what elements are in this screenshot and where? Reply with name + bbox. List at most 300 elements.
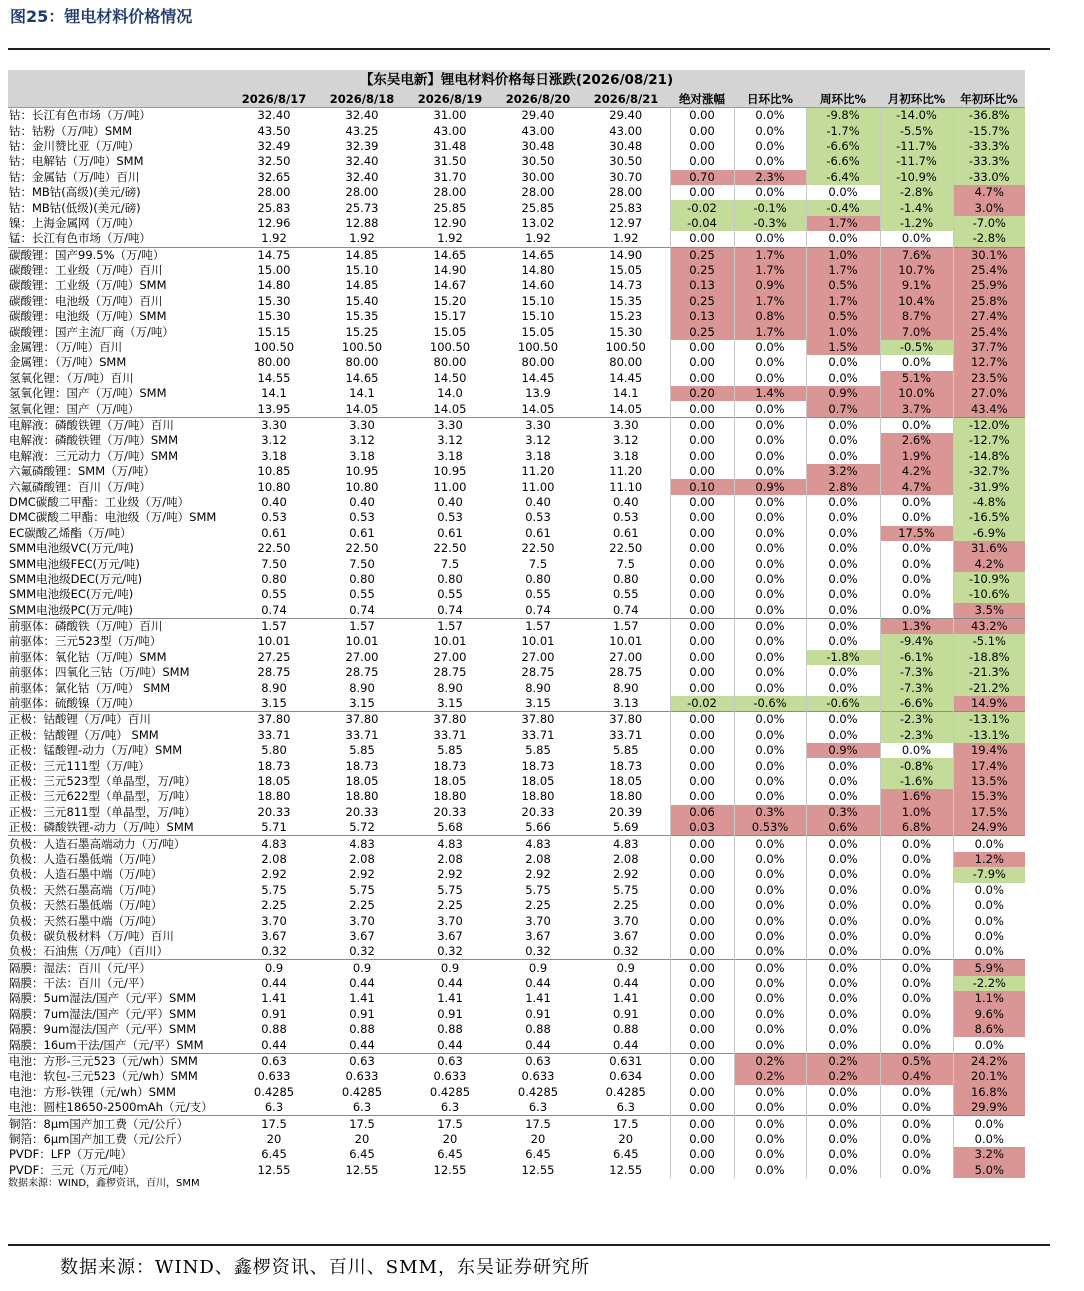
price-cell: 0.55 <box>437 587 463 602</box>
year-to-date-change-cell: 0.0% <box>953 913 1025 928</box>
daily-change-cell: 0.0% <box>734 510 806 525</box>
month-to-date-change-cell: -6.6% <box>880 696 953 712</box>
table-row <box>8 1022 1025 1037</box>
table-row <box>8 216 1025 231</box>
month-to-date-change-cell: -0.8% <box>880 758 953 773</box>
price-cell: 0.633 <box>257 1069 291 1084</box>
weekly-change-cell: 1.5% <box>806 340 880 355</box>
price-cell: 14.73 <box>609 278 643 293</box>
price-cell: 14.65 <box>406 247 494 263</box>
absolute-change-cell: 0.00 <box>670 944 734 960</box>
year-to-date-change-cell: 24.2% <box>953 1053 1025 1069</box>
daily-change-cell: 0.0% <box>734 852 806 867</box>
top-rule <box>8 48 1050 50</box>
table-row <box>8 867 1025 882</box>
year-to-date-change-cell: 13.5% <box>953 774 1025 789</box>
price-cell: 30.48 <box>521 138 555 153</box>
price-cell: 37.80 <box>318 712 406 728</box>
weekly-change-cell: 0.0% <box>806 526 880 541</box>
price-cell: 0.32 <box>525 944 551 959</box>
table-source-note: 数据来源：WIND，鑫椤资讯，百川，SMM <box>8 1178 200 1189</box>
absolute-change-cell: 0.00 <box>670 1100 734 1116</box>
price-cell: 3.15 <box>525 696 551 711</box>
price-cell: 0.44 <box>525 1037 551 1052</box>
daily-change-cell: 0.0% <box>734 774 806 789</box>
price-cell: 5.68 <box>437 820 463 835</box>
price-cell: 7.50 <box>349 556 375 571</box>
price-cell: 4.83 <box>318 836 406 852</box>
year-to-date-change-cell: -2.2% <box>953 976 1025 991</box>
material-name-cell: 钴：MB钴(低级)(美元/磅) <box>9 200 141 215</box>
price-cell: 0.80 <box>612 571 639 586</box>
price-cell: 14.50 <box>433 370 467 385</box>
price-cell: 0.633 <box>345 1069 379 1084</box>
price-cell: 6.45 <box>349 1147 375 1162</box>
price-cell: 3.30 <box>406 417 494 433</box>
price-cell: 28.00 <box>433 185 467 200</box>
price-cell: 11.20 <box>609 464 643 479</box>
price-cell: 0.80 <box>437 571 463 586</box>
table-row <box>8 170 1025 185</box>
price-cell: 6.3 <box>528 1100 548 1115</box>
weekly-change-cell: 0.9% <box>806 743 880 758</box>
table-row <box>8 805 1025 820</box>
month-to-date-change-cell: 0.0% <box>880 1116 953 1132</box>
daily-change-cell: 0.9% <box>734 479 806 494</box>
price-cell: 14.75 <box>230 247 318 263</box>
price-cell: 28.75 <box>345 665 379 680</box>
price-cell: 3.67 <box>261 928 287 943</box>
absolute-change-cell: 0.13 <box>670 278 734 293</box>
material-name-cell: 氢氧化锂：（万/吨）百川 <box>9 370 134 385</box>
year-to-date-change-cell: 27.0% <box>953 386 1025 401</box>
material-name-cell: 前驱体：氧化钴（万/吨）SMM <box>9 649 167 664</box>
price-cell: 1.57 <box>494 618 582 634</box>
price-cell: 18.73 <box>257 758 291 773</box>
price-cell: 6.45 <box>437 1147 463 1162</box>
month-to-date-change-cell: 0.0% <box>880 852 953 867</box>
price-cell: 1.92 <box>349 231 375 246</box>
year-to-date-change-cell: -31.9% <box>953 479 1025 494</box>
price-cell: 5.75 <box>525 882 551 897</box>
table-row <box>8 820 1025 836</box>
month-to-date-change-cell: 0.0% <box>880 1037 953 1053</box>
month-to-date-change-cell: -5.5% <box>880 123 953 138</box>
daily-change-cell: 0.0% <box>734 231 806 247</box>
weekly-change-cell: 0.0% <box>806 185 880 200</box>
year-to-date-change-cell: 29.9% <box>953 1100 1025 1116</box>
year-to-date-change-cell: 27.4% <box>953 309 1025 324</box>
daily-change-cell: 0.0% <box>734 495 806 510</box>
absolute-change-cell: 0.00 <box>670 1163 734 1178</box>
price-cell: 1.41 <box>612 991 639 1006</box>
weekly-change-cell: 3.2% <box>806 464 880 479</box>
daily-change-cell: 2.3% <box>734 170 806 185</box>
daily-change-cell: 0.3% <box>734 805 806 820</box>
year-to-date-change-cell: -7.9% <box>953 867 1025 882</box>
price-cell: 28.00 <box>609 185 643 200</box>
price-cell: 10.01 <box>521 634 555 649</box>
absolute-change-cell: 0.00 <box>670 587 734 602</box>
table-row <box>8 309 1025 324</box>
price-cell: 15.30 <box>257 309 291 324</box>
weekly-change-cell: 0.0% <box>806 665 880 680</box>
price-cell: 80.00 <box>433 355 467 370</box>
price-cell: 0.63 <box>406 1053 494 1069</box>
price-cell: 15.20 <box>433 293 467 308</box>
price-cell: 1.92 <box>261 231 287 246</box>
price-cell: 0.44 <box>525 976 551 991</box>
weekly-change-cell: -1.8% <box>806 650 880 665</box>
daily-change-cell: 0.0% <box>734 1116 806 1132</box>
price-cell: 0.88 <box>437 1022 463 1037</box>
year-to-date-change-cell: 9.6% <box>953 1007 1025 1022</box>
price-cell: 10.85 <box>257 464 291 479</box>
price-cell: 33.71 <box>521 727 555 742</box>
absolute-change-cell: 0.00 <box>670 1132 734 1147</box>
header-cell: 2026/8/20 <box>494 91 582 108</box>
price-cell: 0.61 <box>525 525 551 540</box>
table-row <box>8 634 1025 649</box>
table-row <box>8 1100 1025 1116</box>
daily-change-cell: 0.0% <box>734 913 806 928</box>
price-cell: 2.08 <box>525 851 551 866</box>
year-to-date-change-cell: 31.6% <box>953 541 1025 556</box>
price-cell: 2.92 <box>349 867 375 882</box>
price-cell: 22.50 <box>433 541 467 556</box>
absolute-change-cell: 0.00 <box>670 401 734 417</box>
material-name-cell: SMM电池级EC(万元/吨) <box>9 587 134 602</box>
price-cell: 14.05 <box>521 401 555 416</box>
price-cell: 0.44 <box>612 976 639 991</box>
price-cell: 2.92 <box>261 867 287 882</box>
price-cell: 7.50 <box>261 556 287 571</box>
year-to-date-change-cell: 25.9% <box>953 278 1025 293</box>
daily-change-cell: 0.0% <box>734 355 806 370</box>
material-name-cell: 前驱体：三元523型（万/吨） <box>9 634 162 649</box>
material-name-cell: 电池：软包-三元523（元/wh）SMM <box>9 1069 198 1084</box>
price-cell: 12.55 <box>345 1162 379 1177</box>
material-name-cell: 电池：方形-三元523（元/wh）SMM <box>8 1053 230 1069</box>
price-cell: 6.3 <box>352 1100 372 1115</box>
price-cell: 3.30 <box>230 417 318 433</box>
price-cell: 0.80 <box>525 571 551 586</box>
daily-change-cell: 0.0% <box>734 433 806 448</box>
price-cell: 1.41 <box>261 991 287 1006</box>
daily-change-cell: 0.0% <box>734 1163 806 1178</box>
price-cell: 15.17 <box>433 309 467 324</box>
price-cell: 3.15 <box>437 696 463 711</box>
year-to-date-change-cell: -36.8% <box>953 108 1025 124</box>
price-cell: 13.02 <box>521 215 555 230</box>
price-cell: 0.61 <box>261 525 287 540</box>
price-cell: 5.75 <box>349 882 375 897</box>
price-cell: 17.5 <box>318 1116 406 1132</box>
price-cell: 2.92 <box>525 867 551 882</box>
year-to-date-change-cell: -10.6% <box>953 587 1025 602</box>
price-cell: 20 <box>618 1131 634 1146</box>
price-cell: 0.88 <box>349 1022 375 1037</box>
month-to-date-change-cell: 0.4% <box>880 1069 953 1084</box>
bottom-rule <box>8 1244 1050 1246</box>
absolute-change-cell: 0.00 <box>670 556 734 571</box>
price-cell: 0.53 <box>349 510 375 525</box>
weekly-change-cell: 0.0% <box>806 1116 880 1132</box>
absolute-change-cell: 0.00 <box>670 139 734 154</box>
price-cell: 0.53 <box>525 510 551 525</box>
absolute-change-cell: 0.00 <box>670 976 734 991</box>
price-cell: 28.75 <box>609 665 643 680</box>
price-cell: 0.32 <box>261 944 287 959</box>
header-cell: 年初环比% <box>953 91 1025 108</box>
price-cell: 5.75 <box>261 882 287 897</box>
price-cell: 5.85 <box>612 743 639 758</box>
price-cell: 3.15 <box>349 696 375 711</box>
month-to-date-change-cell: -1.2% <box>880 216 953 231</box>
year-to-date-change-cell: 0.0% <box>953 883 1025 898</box>
material-name-cell: 金属锂：（万/吨）百川 <box>9 340 123 355</box>
material-name-cell: 正极：锰酸锂-动力（万/吨）SMM <box>9 743 183 758</box>
price-cell: 8.90 <box>349 680 375 695</box>
price-cell: 20.33 <box>433 804 467 819</box>
table-row <box>8 495 1025 510</box>
price-cell: 20.33 <box>345 804 379 819</box>
price-cell: 1.57 <box>406 618 494 634</box>
weekly-change-cell: -1.7% <box>806 123 880 138</box>
absolute-change-cell: 0.25 <box>670 263 734 278</box>
price-cell: 0.74 <box>437 602 463 617</box>
header-cell: 2026/8/19 <box>406 91 494 108</box>
price-cell: 0.44 <box>349 1037 375 1052</box>
table-row <box>8 526 1025 541</box>
absolute-change-cell: 0.00 <box>670 541 734 556</box>
weekly-change-cell: 0.0% <box>806 728 880 743</box>
weekly-change-cell: -9.8% <box>806 108 880 124</box>
header-cell <box>8 91 230 108</box>
weekly-change-cell: 0.0% <box>806 231 880 247</box>
price-cell: 3.30 <box>494 417 582 433</box>
material-name-cell: 前驱体：磷酸铁（万/吨）百川 <box>8 618 230 634</box>
weekly-change-cell: 0.0% <box>806 510 880 525</box>
price-cell: 12.97 <box>609 215 643 230</box>
price-cell: 43.50 <box>257 123 291 138</box>
price-cell: 4.83 <box>230 836 318 852</box>
weekly-change-cell: 0.0% <box>806 449 880 464</box>
price-cell: 20.33 <box>257 804 291 819</box>
price-cell: 0.44 <box>437 1037 463 1052</box>
price-cell: 25.83 <box>609 200 643 215</box>
material-name-cell: 金属锂：（万/吨）SMM <box>9 355 127 370</box>
table-row <box>8 680 1025 695</box>
table-row <box>8 774 1025 789</box>
material-name-cell: SMM电池级VC(万元/吨) <box>9 541 134 556</box>
weekly-change-cell: 1.0% <box>806 324 880 339</box>
absolute-change-cell: 0.00 <box>670 789 734 804</box>
price-cell: 15.35 <box>609 293 643 308</box>
price-cell: 10.01 <box>257 634 291 649</box>
price-cell: 15.25 <box>345 324 379 339</box>
year-to-date-change-cell: 20.1% <box>953 1069 1025 1084</box>
weekly-change-cell: 0.0% <box>806 1022 880 1037</box>
price-cell: 25.83 <box>257 200 291 215</box>
price-cell: 14.85 <box>318 247 406 263</box>
month-to-date-change-cell: 10.0% <box>880 386 953 401</box>
weekly-change-cell: 0.2% <box>806 1069 880 1084</box>
daily-change-cell: 0.0% <box>734 1007 806 1022</box>
daily-change-cell: 0.0% <box>734 1147 806 1162</box>
table-row <box>8 991 1025 1006</box>
price-cell: 0.633 <box>433 1069 467 1084</box>
price-cell: 12.90 <box>433 215 467 230</box>
material-name-cell: 负极：石油焦（万/吨）（百川） <box>9 944 169 959</box>
price-table <box>8 70 1025 1178</box>
material-name-cell: 负极：人造石墨高端动力（万/吨） <box>8 836 230 852</box>
price-cell: 1.92 <box>437 231 463 246</box>
price-cell: 6.3 <box>440 1100 460 1115</box>
daily-change-cell: 0.2% <box>734 1053 806 1069</box>
price-cell: 33.71 <box>345 727 379 742</box>
price-cell: 43.25 <box>345 123 379 138</box>
header-cell: 月初环比% <box>880 91 953 108</box>
table-body <box>8 108 1025 1178</box>
weekly-change-cell: 0.0% <box>806 944 880 960</box>
table-row <box>8 852 1025 867</box>
price-cell: 29.40 <box>609 108 643 123</box>
weekly-change-cell: 1.7% <box>806 263 880 278</box>
weekly-change-cell: 0.0% <box>806 960 880 976</box>
weekly-change-cell: 0.5% <box>806 278 880 293</box>
material-name-cell: 正极：三元811型（单晶型，万/吨） <box>9 804 196 819</box>
year-to-date-change-cell: 0.0% <box>953 929 1025 944</box>
year-to-date-change-cell: 12.7% <box>953 355 1025 370</box>
month-to-date-change-cell: 4.2% <box>880 464 953 479</box>
material-name-cell: 钴：钴粉（万/吨）SMM <box>9 123 133 138</box>
price-cell: 17.5 <box>494 1116 582 1132</box>
price-cell: 18.73 <box>609 758 643 773</box>
table-row <box>8 263 1025 278</box>
year-to-date-change-cell: 5.9% <box>953 960 1025 976</box>
weekly-change-cell: 0.0% <box>806 355 880 370</box>
daily-change-cell: 1.7% <box>734 324 806 339</box>
material-name-cell: 前驱体：氯化钴（万/吨） SMM <box>9 680 171 695</box>
month-to-date-change-cell: -7.3% <box>880 680 953 695</box>
daily-change-cell: 0.0% <box>734 944 806 960</box>
weekly-change-cell: 0.0% <box>806 572 880 587</box>
price-cell: 15.10 <box>521 293 555 308</box>
weekly-change-cell: 2.8% <box>806 479 880 494</box>
price-cell: 10.01 <box>609 634 643 649</box>
price-cell: 15.15 <box>257 324 291 339</box>
price-cell: 6.45 <box>525 1147 551 1162</box>
table-row <box>8 929 1025 944</box>
price-cell: 11.00 <box>521 479 555 494</box>
weekly-change-cell: 0.0% <box>806 976 880 991</box>
price-cell: 14.60 <box>521 278 555 293</box>
price-cell: 22.50 <box>257 541 291 556</box>
material-name-cell: 铜箔：8μm国产加工费（元/公斤） <box>8 1116 230 1132</box>
month-to-date-change-cell: 0.0% <box>880 572 953 587</box>
weekly-change-cell: 0.0% <box>806 541 880 556</box>
absolute-change-cell: 0.00 <box>670 572 734 587</box>
month-to-date-change-cell: -6.1% <box>880 650 953 665</box>
price-cell: 14.80 <box>257 278 291 293</box>
material-name-cell: 前驱体：四氧化三钴（万/吨）SMM <box>9 665 190 680</box>
table-row <box>8 1116 1025 1132</box>
price-cell: 0.9 <box>494 960 582 976</box>
absolute-change-cell: 0.00 <box>670 929 734 944</box>
month-to-date-change-cell: 0.0% <box>880 231 953 247</box>
weekly-change-cell: 0.0% <box>806 1163 880 1178</box>
price-cell: 100.50 <box>605 340 646 355</box>
weekly-change-cell: 0.0% <box>806 929 880 944</box>
month-to-date-change-cell: 0.0% <box>880 1022 953 1037</box>
price-cell: 14.0 <box>437 386 463 401</box>
daily-change-cell: 0.0% <box>734 154 806 169</box>
daily-change-cell: 0.0% <box>734 603 806 619</box>
month-to-date-change-cell: -0.5% <box>880 340 953 355</box>
daily-change-cell: 0.0% <box>734 139 806 154</box>
price-cell: 15.10 <box>521 309 555 324</box>
absolute-change-cell: 0.00 <box>670 680 734 695</box>
year-to-date-change-cell: -33.3% <box>953 154 1025 169</box>
price-cell: 31.48 <box>433 138 467 153</box>
weekly-change-cell: 0.0% <box>806 680 880 695</box>
price-cell: 28.75 <box>257 665 291 680</box>
price-cell: 32.49 <box>257 138 291 153</box>
month-to-date-change-cell: 0.0% <box>880 355 953 370</box>
material-name-cell: 碳酸锂：电池级（万/吨）百川 <box>9 293 163 308</box>
price-cell: 18.73 <box>521 758 555 773</box>
table-row <box>8 587 1025 602</box>
price-cell: 0.61 <box>437 525 463 540</box>
price-cell: 25.85 <box>521 200 555 215</box>
absolute-change-cell: 0.00 <box>670 665 734 680</box>
month-to-date-change-cell: 0.0% <box>880 960 953 976</box>
daily-change-cell: 0.0% <box>734 556 806 571</box>
table-row <box>8 401 1025 417</box>
price-table-container <box>8 70 1025 1178</box>
table-row <box>8 743 1025 758</box>
table-row <box>8 1147 1025 1162</box>
weekly-change-cell: 0.0% <box>806 556 880 571</box>
material-name-cell: PVDF：三元（万元/吨） <box>9 1162 136 1177</box>
price-cell: 18.80 <box>257 789 291 804</box>
material-name-cell: 镍：上海金属网（万/吨） <box>9 215 140 230</box>
price-cell: 14.05 <box>433 401 467 416</box>
price-cell: 5.85 <box>525 743 551 758</box>
weekly-change-cell: 0.3% <box>806 805 880 820</box>
weekly-change-cell: 0.0% <box>806 495 880 510</box>
daily-change-cell: -0.1% <box>734 200 806 215</box>
price-cell: 0.44 <box>612 1037 639 1052</box>
price-cell: 0.9 <box>406 960 494 976</box>
daily-change-cell: 0.0% <box>734 526 806 541</box>
price-cell: 14.55 <box>257 370 291 385</box>
absolute-change-cell: 0.00 <box>670 1037 734 1053</box>
price-cell: 0.80 <box>261 571 287 586</box>
absolute-change-cell: 0.00 <box>670 758 734 773</box>
month-to-date-change-cell: 6.8% <box>880 820 953 836</box>
year-to-date-change-cell: -13.1% <box>953 728 1025 743</box>
price-cell: 18.80 <box>345 789 379 804</box>
daily-change-cell: 1.4% <box>734 386 806 401</box>
absolute-change-cell: 0.00 <box>670 449 734 464</box>
price-cell: 27.00 <box>433 649 467 664</box>
month-to-date-change-cell: -7.3% <box>880 665 953 680</box>
material-name-cell: 电解液：磷酸铁锂（万/吨）百川 <box>8 417 230 433</box>
weekly-change-cell: 0.6% <box>806 820 880 836</box>
price-cell: 22.50 <box>609 541 643 556</box>
